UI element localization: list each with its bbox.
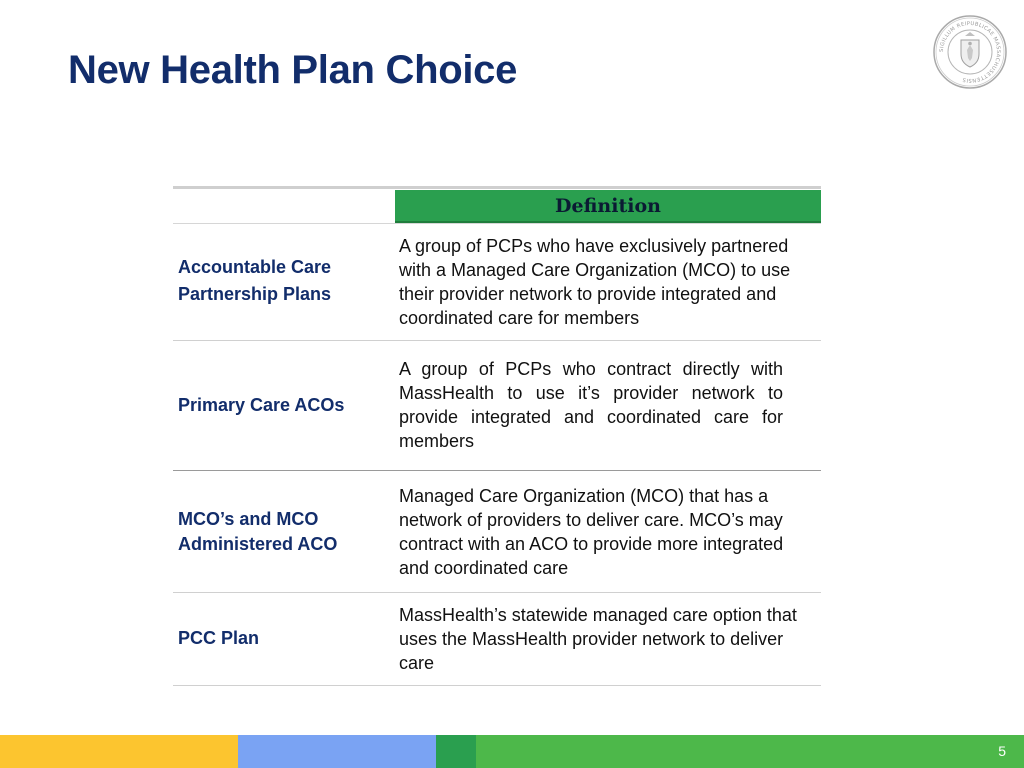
plan-definition: A group of PCPs who contract directly with MassHealth to use it’s provider network to provide integrated and coordinated care for members bbox=[399, 359, 783, 451]
plan-term: PCC Plan bbox=[178, 628, 260, 648]
footer-bar bbox=[0, 735, 1024, 768]
table-row bbox=[173, 341, 821, 471]
plan-term: MCO’s and MCO Administered ACO bbox=[178, 509, 338, 554]
footer-green-segment bbox=[476, 735, 1024, 768]
table-top-rule bbox=[173, 186, 821, 189]
plan-definition: Managed Care Organization (MCO) that has a network of providers to deliver care. MCO’s may contract with an ACO to provide more integrated and coordinated care bbox=[399, 486, 784, 578]
page-number: 5 bbox=[998, 743, 1006, 759]
definition-column-header: Definition bbox=[395, 190, 821, 223]
table-row bbox=[173, 471, 821, 593]
footer-yellow-segment bbox=[0, 735, 238, 768]
page-title: New Health Plan Choice bbox=[68, 48, 518, 92]
plan-term: Accountable Care Partnership Plans bbox=[178, 257, 332, 304]
plan-definition: A group of PCPs who have exclusively partnered with a Managed Care Organization (MCO) to use their provider network to provide integrated and coordinated care for members bbox=[399, 236, 791, 328]
massachusetts-seal-icon bbox=[932, 14, 1008, 90]
table-row bbox=[173, 593, 821, 686]
plan-term: Primary Care ACOs bbox=[178, 395, 345, 415]
plan-definition: MassHealth’s statewide managed care option that uses the MassHealth provider network to deliver care bbox=[399, 605, 797, 673]
footer-dark-green-segment bbox=[436, 735, 476, 768]
table-row bbox=[173, 224, 821, 341]
svg-text:SIGILLUM REIPUBLICAE MASSACHUS: SIGILLUM REIPUBLICAE MASSACHUSETTENSIS bbox=[938, 20, 1002, 84]
footer-blue-segment bbox=[238, 735, 436, 768]
